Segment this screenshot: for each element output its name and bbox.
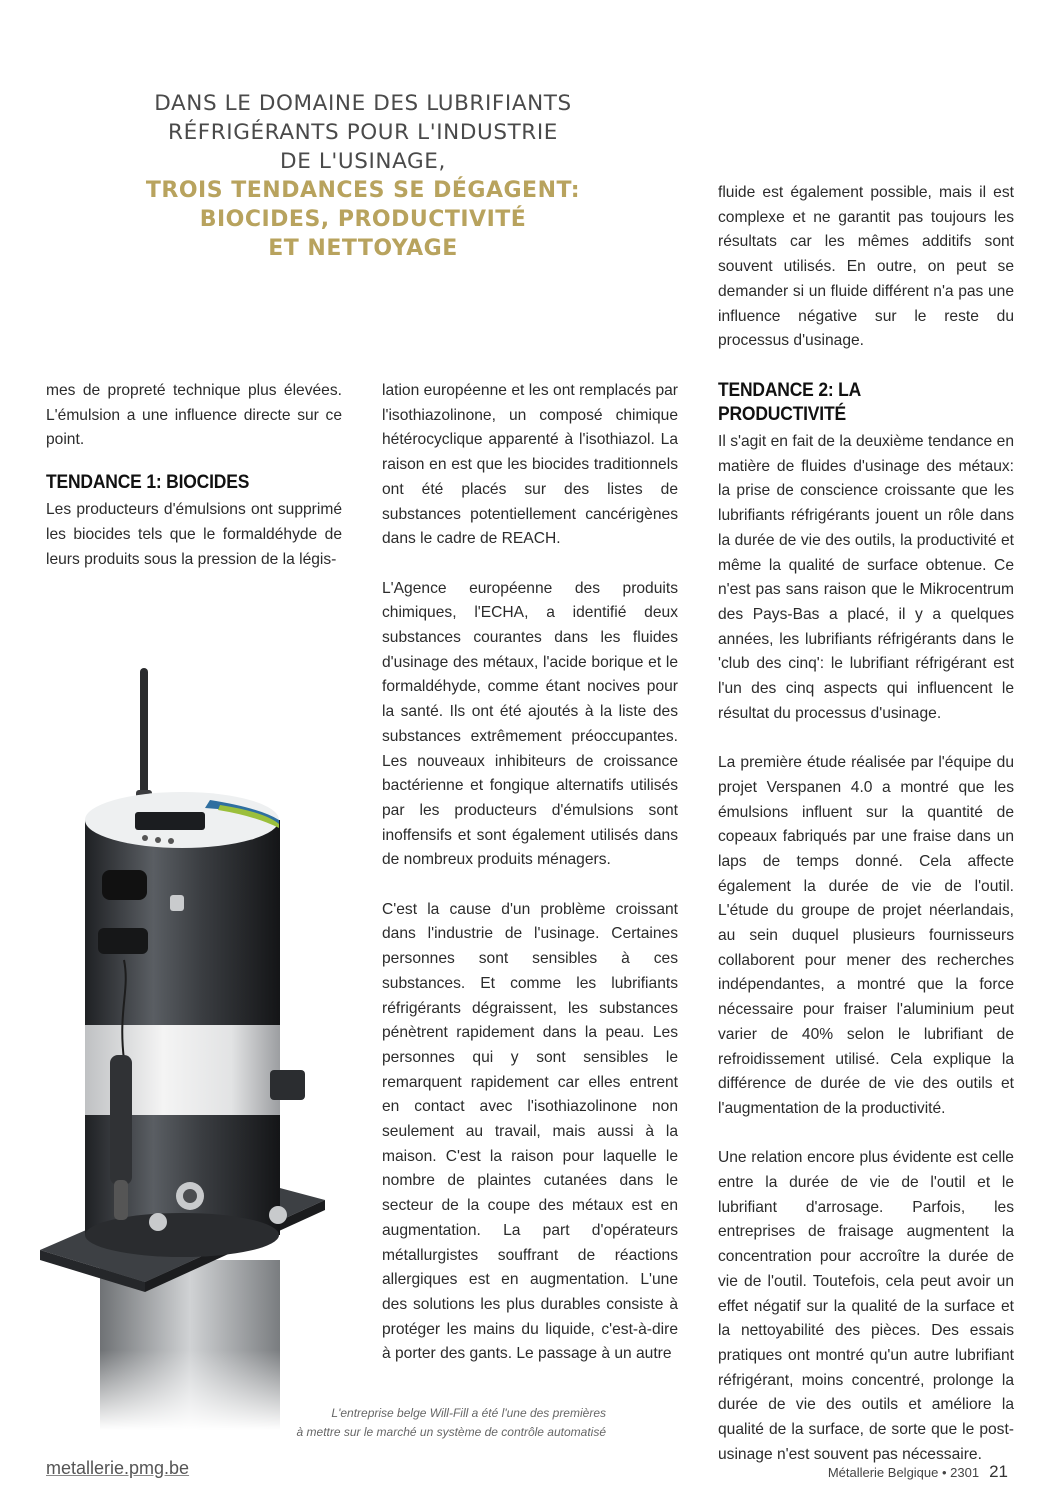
- headline: [118, 89, 608, 263]
- headline-highlight-1: TROIS TENDANCES SE DÉGAGENT:: [145, 178, 581, 203]
- paragraph: La première étude réalisée par l'équipe du projet Verspanen 4.0 a montré que les émulsions influent sur la quantité de copeaux fabriqués par une fraise dans un laps de temps donné. Cela affecte également la durée de vie de l'outil. L'étude du groupe de projet néerlandais, au sein duquel plusieurs fournisseurs collaborent pour mener des recherches indépendantes, a montré que la force nécessaire pour fraiser l'aluminium peut varier de 40% selon le lubrifiant de refroidissement utilisé. Cela explique la différence de durée de vie des outils et l'augmentation de la productivité.: [718, 754, 1014, 1117]
- column-1: [46, 379, 342, 572]
- sensor-unit-illustration: [40, 660, 340, 1430]
- column-3: [718, 379, 1014, 1468]
- caption-line-1: L'entreprise belge Will-Fill a été l'une des premières: [331, 1406, 606, 1420]
- headline-highlight-3: ET NETTOYAGE: [268, 236, 458, 261]
- paragraph: mes de propreté technique plus élevées. L'émulsion a une influence directe sur ce point.: [46, 382, 342, 449]
- section-heading-productivity: TENDANCE 2: LA PRODUCTIVITÉ: [718, 380, 861, 425]
- paragraph: fluide est également possible, mais il est complexe et ne garantit pas toujours les résultats car les mêmes additifs sont souvent utilisés. En outre, on peut se demander si un fluide différent n'a pas une influence négative sur le reste du processus d'usinage.: [718, 184, 1014, 350]
- product-photo: [40, 660, 340, 1430]
- headline-highlight-2: BIOCIDES, PRODUCTIVITÉ: [199, 207, 527, 232]
- paragraph: lation européenne et les ont remplacés par l'isothiazolinone, un composé chimique hétérocyclique apparenté à l'isothiazol. La raison en est que les biocides traditionnels ont été placés sur des listes de substances potentiellement cancérigènes dans le cadre de REACH.: [382, 382, 678, 548]
- magazine-issue: Métallerie Belgique • 2301: [827, 1465, 980, 1480]
- website-link[interactable]: metallerie.pmg.be: [46, 1458, 190, 1478]
- paragraph: L'Agence européenne des produits chimiques, l'ECHA, a identifié deux substances courantes dans les fluides d'usinage des métaux, l'acide borique et le formaldéhyde, comme étant nocives pour la santé. Ils ont été ajoutés à la liste des substances extrêmement préoccupantes. Les nouveaux inhibiteurs de croissance bactérienne et fongique alternatifs utilisés par les producteurs d'émulsions sont inoffensifs et sont également utilisés dans de nombreux produits ménagers.: [382, 579, 678, 869]
- paragraph: C'est la cause d'un problème croissant dans l'industrie de l'usinage. Certaines personnes sont sensibles à ces substances. Et comme les lubrifiants réfrigérants dégraissent, les substances pénètrent rapidement dans la peau. Les personnes qui y sont sensibles le remarquent rapidement car elles entrent en contact avec l'isothiazolinone non seulement au travail, mais aussi à la maison. C'est la raison pour laquelle le nombre de plaintes cutanées dans le secteur de la coupe des métaux est en augmentation. La part d'opérateurs métallurgistes souffrant de réactions allergiques est en augmentation. L'une des solutions les plus durables consiste à protéger les mains du liquide, c'est-à-dire à porter des gants. Le passage à un autre: [382, 900, 678, 1363]
- headline-line-3: DE L'USINAGE,: [280, 149, 446, 174]
- caption-line-2: à mettre sur le marché un système de contrôle automatisé: [296, 1425, 606, 1439]
- paragraph: Les producteurs d'émulsions ont supprimé les biocides tels que le formaldéhyde de leurs produits sous la pression de la légis-: [46, 501, 342, 568]
- headline-line-1: DANS LE DOMAINE DES LUBRIFIANTS: [154, 91, 572, 116]
- section-heading-biocides: TENDANCE 1: BIOCIDES: [46, 472, 250, 494]
- column-2: [382, 379, 678, 1367]
- paragraph: Il s'agit en fait de la deuxième tendance en matière de fluides d'usinage des métaux: la prise de conscience croissante que les lubrifiants réfrigérants jouent un rôle dans la durée de vie des outils, la productivité et même la qualité de surface obtenue. Ce n'est pas sans raison que le Mikrocentrum des Pays-Bas a placé, il y a quelques années, les lubrifiants réfrigérants dans le 'club des cinq': le lubrifiant réfrigérant est l'un des cinq aspects qui influencent le résultat du processus d'usinage.: [718, 433, 1014, 722]
- column-3-top: [718, 181, 1014, 354]
- photo-caption: [250, 1404, 606, 1442]
- headline-line-2: RÉFRIGÉRANTS POUR L'INDUSTRIE: [168, 120, 558, 145]
- paragraph: Une relation encore plus évidente est celle entre la durée de vie de l'outil et le lubrifiant d'arrosage. Parfois, les entreprises de fraisage augmentent la concentration pour accroître la durée de vie de l'outil. Toutefois, cela peut avoir un effet négatif sur la qualité de la surface et la nettoyabilité des pièces. Des essais pratiques ont montré qu'un autre lubrifiant réfrigérant, moins concentré, prolonge la durée de vie des outils et améliore la qualité de la surface, de sorte que le post-usinage n'est souvent pas nécessaire.: [718, 1149, 1014, 1463]
- page-number: 21: [989, 1462, 1008, 1481]
- footer-publication: [828, 1462, 1008, 1482]
